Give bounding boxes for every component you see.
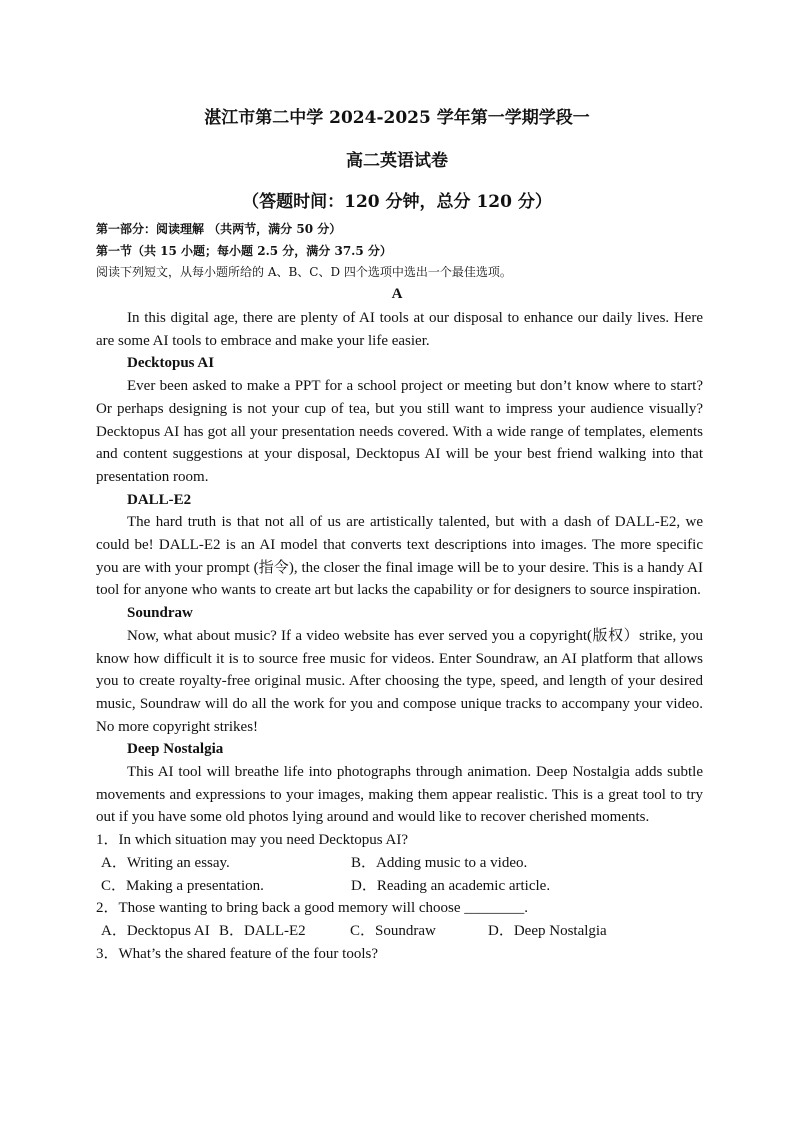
question-1-options-row1: [96, 852, 703, 875]
passage-body: [96, 307, 703, 965]
passage-letter: A: [391, 286, 403, 302]
question-1-option-b: B．Adding music to a video.: [351, 854, 528, 871]
tool-text-dalle2: The hard truth is that not all of us are artistically talented, but with a dash of DALL-E2, we could be! DALL-E2 is an AI model that converts text descriptions into images. The more specific you are with your prompt (指令), the closer the final image will be to your desire. This is a handy AI tool for anyone who wants to create art but lacks the capability or for designers to source inspiration.: [96, 514, 703, 599]
question-2-option-c: C．Soundraw: [350, 922, 436, 939]
exam-subject-title: 高二英语试卷: [346, 151, 448, 171]
question-2-options: [96, 920, 703, 943]
question-1-option-d: D．Reading an academic article.: [351, 877, 551, 894]
question-3-stem: 3．What’s the shared feature of the four tools?: [96, 945, 378, 962]
question-2-option-a: A．Decktopus AI: [101, 922, 210, 939]
question-1-option-a: A．Writing an essay.: [101, 854, 230, 871]
tool-heading-dalle2: DALL-E2: [127, 491, 192, 508]
section-heading: 第一节（共 15 小题；每小题 2.5 分，满分 37.5 分）: [96, 244, 392, 258]
instruction-text: 阅读下列短文，从每小题所给的 A、B、C、D 四个选项中选出一个最佳选项。: [96, 265, 512, 279]
question-2-option-b: B．DALL-E2: [219, 922, 306, 939]
question-1-stem: 1．In which situation may you need Decktopus AI?: [96, 832, 409, 849]
tool-heading-decktopus: Decktopus AI: [127, 355, 215, 372]
exam-school-title: 湛江市第二中学 2024-2025 学年第一学期学段一: [204, 108, 590, 128]
question-2-stem: 2．Those wanting to bring back a good memory will choose ________.: [96, 900, 529, 917]
exam-time-info: （答题时间：120 分钟，总分 120 分）: [242, 192, 552, 212]
tool-text-soundraw: Now, what about music? If a video website has ever served you a copyright(版权）strike, you know how difficult it is to source free music for videos. Enter Soundraw, an AI platform that allows you to create royalty-free original music. After choosing the type, speed, and length of your desired music, Soundraw will do all the work for you and compose unique tracks to accompany your video. No more copyright strikes!: [96, 627, 703, 735]
tool-text-decktopus: Ever been asked to make a PPT for a school project or meeting but don’t know where to start? Or perhaps designing is not your cup of tea, but you still want to impress your audience visually? Decktopus AI has got all your presentation needs covered. With a wide range of templates, elements and content suggestions at your disposal, Decktopus AI will be your best friend walking into that presentation room.: [96, 378, 703, 485]
passage-intro: In this digital age, there are plenty of AI tools at our disposal to enhance our daily lives. Here are some AI tools to embrace and make your life easier.: [96, 310, 703, 349]
tool-text-deep-nostalgia: This AI tool will breathe life into photographs through animation. Deep Nostalgia adds subtle movements and expressions to your images, making them appear realistic. This is a great tool to try out if you have some old photos lying around and would like to recover cherished moments.: [96, 764, 703, 826]
tool-heading-deep-nostalgia: Deep Nostalgia: [127, 741, 224, 758]
question-2-option-d: D．Deep Nostalgia: [488, 922, 607, 939]
question-1-options-row2: [96, 875, 703, 898]
question-1-option-c: C．Making a presentation.: [101, 877, 264, 894]
tool-heading-soundraw: Soundraw: [127, 605, 193, 622]
part-heading: 第一部分：阅读理解 （共两节，满分 50 分）: [96, 222, 342, 236]
